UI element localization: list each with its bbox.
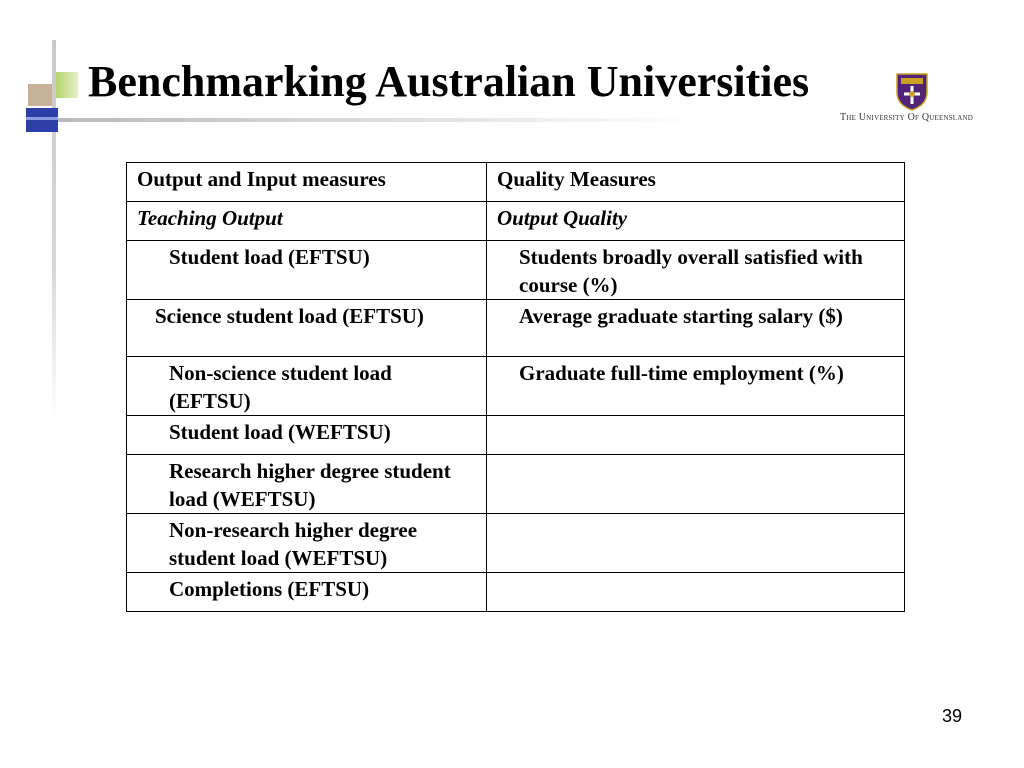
table-cell: Science student load (EFTSU)	[127, 300, 487, 357]
table-subheader-cell: Output Quality	[487, 202, 905, 241]
table-cell	[487, 455, 905, 514]
table-header-row	[127, 163, 905, 202]
decorative-square-tan	[28, 84, 52, 106]
decorative-square-green	[56, 72, 78, 98]
table-cell	[487, 416, 905, 455]
table-cell: Graduate full-time employment (%)	[487, 357, 905, 416]
table-header-cell: Quality Measures	[487, 163, 905, 202]
slide-title: Benchmarking Australian Universities	[88, 57, 810, 106]
decorative-stripe	[26, 117, 58, 120]
table-cell	[487, 514, 905, 573]
table-row	[127, 416, 905, 455]
table-cell: Average graduate starting salary ($)	[487, 300, 905, 357]
table-cell: Research higher degree student load (WEFTSU)	[127, 455, 487, 514]
measures-table	[126, 162, 905, 612]
university-crest-icon	[893, 72, 931, 112]
table-row	[127, 357, 905, 416]
title-underline	[56, 118, 696, 122]
table-cell: Students broadly overall satisfied with course (%)	[487, 241, 905, 300]
table-row	[127, 573, 905, 612]
table-cell: Student load (EFTSU)	[127, 241, 487, 300]
table-cell: Non-research higher degree student load (WEFTSU)	[127, 514, 487, 573]
table-subheader-row	[127, 202, 905, 241]
table-row	[127, 241, 905, 300]
table-cell: Completions (EFTSU)	[127, 573, 487, 612]
table-cell: Non-science student load (EFTSU)	[127, 357, 487, 416]
table-subheader-cell: Teaching Output	[127, 202, 487, 241]
table-cell: Student load (WEFTSU)	[127, 416, 487, 455]
table-cell	[487, 573, 905, 612]
decorative-square-blue	[26, 108, 58, 132]
university-name: The University Of Queensland	[840, 112, 974, 123]
table-header-cell: Output and Input measures	[127, 163, 487, 202]
slide-number: 39	[941, 706, 962, 726]
table-row	[127, 514, 905, 573]
table-row	[127, 455, 905, 514]
table-row	[127, 300, 905, 357]
